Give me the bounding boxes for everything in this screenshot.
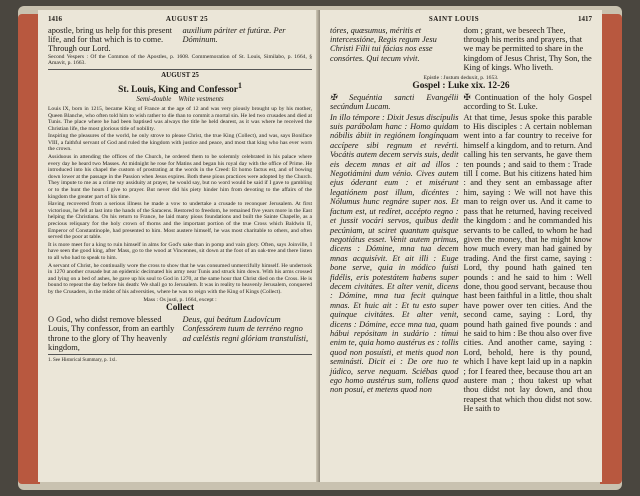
top-prayer-columns — [48, 26, 312, 54]
feast-title: St. Louis, King and Confessor — [118, 84, 238, 95]
second-vespers-note: Second Vespers : Of the Common of the Apostles, p. 1608. Commemoration of St. Louis, Similabo, p. 1664, § Amavit, p. 1663. — [48, 53, 312, 67]
left-page-edges — [18, 14, 40, 484]
left-running-title: AUGUST 25 — [165, 15, 209, 23]
left-page-number: 1416 — [48, 15, 62, 23]
mass-line: Mass : Os justi, p. 1664, except : — [143, 296, 217, 303]
gospel-english-column — [464, 93, 593, 415]
epistle-line: Epistle : Justum deduxit, p. 1653. — [423, 74, 499, 81]
bio-paragraph-3: Assiduous in attending the offices of the Church, he ordered them to be solemnly celebrated in his palace where every day he heard two Masses. At midnight he rose for Matins and began his royal day with the office of Prime. He introduced into his chapel the custom of prostrating at the words in the Creed: Et homo factus est, and of bowing down lower at the passage in the Passion when Jesus expires. Both these pious practices were adopted by the Church. They impute to me as a crime my assiduity at prayer, he would say, but no word would be said if I gave to gambling or to the hunt the hours I give to prayer. But never did his piety hinder him from devoting to the affairs of the kingdom the greater part of his time. — [48, 154, 312, 200]
left-page — [38, 10, 322, 482]
footnote-marker: 1 — [237, 80, 242, 90]
top-latin-text: auxilium páriter et futúræ. Per Dóminum. — [182, 25, 286, 44]
gospel-english-open: ✠ Continuation of the holy Gospel according to St. Luke. — [463, 92, 592, 112]
rank-line — [48, 96, 312, 104]
rank: Semi-double — [136, 95, 172, 104]
collect-end-english: dom ; grant, we beseech Thee, through his merits and prayers, that we may be permitted to share in the kingdom of Jesus Christ, Thy Son, the King of kings. Who liveth. — [463, 25, 592, 73]
feast-title-line — [48, 82, 312, 95]
bio-paragraph-6: A servant of Christ, he continually wore the cross to show that he was consumed unmercifully himself. He undertook in 1270 another crusade but an epidemic decimated his army near Tunis and struck him down. With his arms crossed and lying on a bed of ashes, he gave up his soul to God in 1270, at the same hour that Christ died on the Cross. He is bound to repeat the day before his death: We shall go to Jerusalem. It was in reality to heavenly Jerusalem, conquered by the Crusaders, in the midst of his adversities, where he was to reign with the King of Kings (Collect). — [48, 262, 312, 295]
footnote: 1. See Historical Summary, p. 1xl. — [48, 358, 117, 364]
gospel-english-text: At that time, Jesus spoke this parable to His disciples : A certain nobleman went into a far country to receive for himself a kingdom, and to return. And calling his ten servants, he gave them ten pounds ; and said to them : Trade till I come. But his citizens hated him : and they sent an embassage after him, saying : We will not have this man to reign over us. And it came to pass that he returned, having received the kingdom : and he commanded his servants to be called, to whom he had given the money, that he might know how much every man had gained by trading. And the first came, saying : Lord, thy pound hath gained ten pounds : and he said to him : Well done, thou good servant, because thou hast been faithful in a little, thou shalt have power over ten cities. And the second came, saying : Lord, thy pound hath gained five pounds : and he said to him : Be thou also over five cities. And another came, saying : Lord, behold, here is thy pound, which I have kept laid up in a napkin ; for I feared thee, because thou art an austere man ; thou takest up what thou didst not lay down, and thou reapest that which thou didst not sow. He saith to — [463, 112, 592, 414]
top-english-text: apostle, bring us help for this present life, and for that which is to come. Through our Lord. — [48, 25, 172, 54]
bio-paragraph-2: Inspiring the pleasures of the world, he only strove to please Christ, the true King (Collect), and was, says Boniface VIII, a faithful servant of God and ruled the kingdom with justice and peace, and most that king who has ever worn the crown. — [48, 133, 312, 153]
collect-latin: Deus, qui beátum Ludovícum Confessórem tuum de terréno regno ad cæléstis regni glóriam transtulísti, — [182, 314, 309, 343]
collect-columns — [48, 315, 312, 353]
gospel-latin-open: ✠ Sequéntia sancti Evangélii secúndum Lucam. — [330, 92, 459, 112]
left-running-head — [48, 16, 312, 24]
bio-paragraph-5: It is more meet for a king to ruin himself in alms for God's sake than in pomp and vain glory. Often, says Joinville, I have seen the good king, after Mass, go to the wood at Vincennes, sit down at the foot of an oak-tree and there listen to all who had to speak to him. — [48, 241, 312, 261]
right-running-head — [330, 16, 592, 24]
vestments: White vestments — [178, 95, 224, 104]
right-page-number: 1417 — [578, 15, 592, 23]
gospel-latin-text: In illo témpore : Dixit Jesus discípulis suis parábolam hanc : Homo quidam nóbilis ábiit in regiónem longínquam accípere sibi regnum et revérti. Vocátis autem decem servis suis, dedit eis decem mnas et ait ad illos : Negotiámini dum vénio. Cives autem ejus óderant eum : et misérunt legatiónem post illum, dicéntes : Nólumus hunc regnáre super nos. Et factum est, ut redíret, accépto regno : et jussit vocári servos, quibus dedit pecúniam, ut sciret quantum quisque negotiátus esset. Venit autem primus, dicens : Dómine, mna tua decem mnas acquisívit. Et ait illi : Euge bone serve, quia in módico fuísti fidélis, eris potestátem habens super decem civitátes. Et alter venit, dicens : Dómine, mna tua fecit quinque mnas. Et huic ait : Et tu esto super quinque civitátes. Et alter venit, dicens : Dómine, ecce mna tua, quam hábui repósitam in sudário : tímui enim te, quia homo austérus es : tollis quod non posuísti, et metis quod non seminásti. Dicit ei : De ore tuo te júdico, serve nequam. Sciébas quod ego homo austérus sum, tollens quod non posui, et metens quod non — [330, 112, 459, 395]
bio-paragraph-1: Louis IX, born in 1215, became King of France at the age of 12 and was very piously brought up by his mother, Queen Blanche, who often told him to wish rather to die than to commit a mortal sin. He led two crusades and died at Tunis. The place where he had been baptised was always the title he held dearest, as it was where he received the Christian life, the most glorious title of nobility. — [48, 105, 312, 132]
right-running-title: SAINT LOUIS — [428, 15, 480, 23]
right-page — [320, 10, 602, 482]
date-heading: AUGUST 25 — [161, 71, 199, 79]
right-page-edges — [600, 14, 622, 484]
collect-heading: Collect — [165, 303, 195, 314]
collect-end-latin: tóres, quæsumus, méritis et intercessióne, Regis regum Jesu Christi Fílii tui fácias nos esse consórtes. Qui tecum vivit. — [330, 25, 437, 63]
biography — [48, 106, 312, 296]
gospel-columns — [330, 93, 592, 415]
collect-end-columns — [330, 26, 592, 73]
collect-english: O God, who didst remove blessed Louis, Thy confessor, from an earthly throne to the glory of Thy heavenly kingdom, — [48, 314, 175, 352]
divider — [48, 69, 312, 70]
gospel-heading: Gospel : Luke xix. 12-26 — [412, 81, 510, 92]
footnote-divider — [48, 354, 312, 355]
bio-paragraph-4: Having recovered from a serious illness he made a vow to undertake a crusade to reconquer Jerusalem. At first victorious, he fell at last into the hands of the Saracens. Restored to freedom, he remained five years more in the East helping the Christians. On his return to France, he laid many pious foundations and built the Sainte Chapelle, as a precious reliquary for the holy crown of thorns and the important portion of the true Cross which Baldwin II, Emperor of Constantinople, had presented to him. Most austere himself, he was most charitable to others, and often served the poor at table. — [48, 201, 312, 241]
gospel-latin-column — [330, 93, 459, 415]
